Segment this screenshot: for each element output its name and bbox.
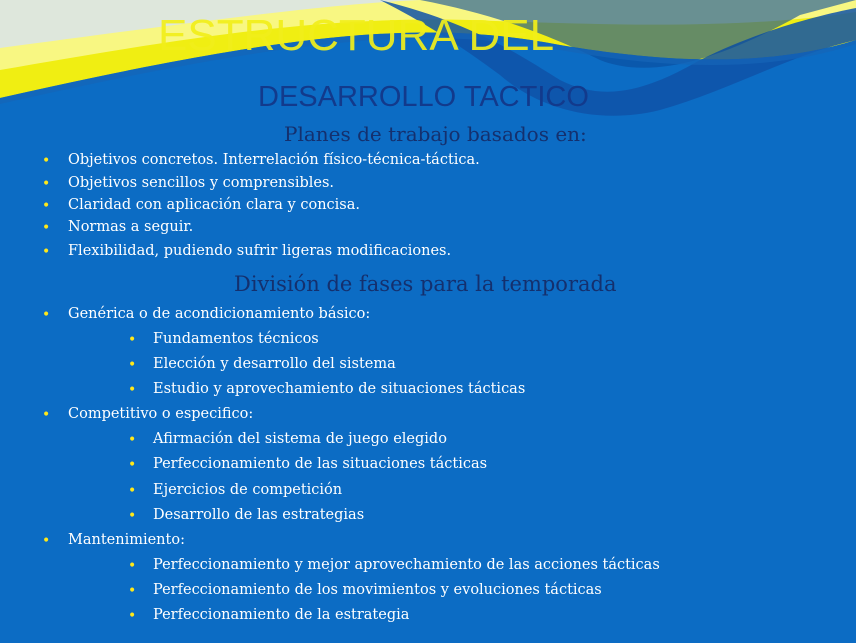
list-item: Perfeccionamiento de la estrategia [153,607,410,623]
list-item: Flexibilidad, pudiendo sufrir ligeras modificaciones. [68,243,452,259]
section-heading-planes: Planes de trabajo basados en: [284,122,587,146]
bullet-icon: • [128,483,137,499]
bullet-icon: • [128,558,137,574]
bullet-icon: • [42,307,51,323]
phase-label: Genérica o de acondicionamiento básico: [68,306,371,322]
list-item: Ejercicios de competición [153,482,343,498]
phase-label: Mantenimiento: [68,532,185,548]
list-item: Afirmación del sistema de juego elegido [153,431,447,447]
list-item: Estudio y aprovechamiento de situaciones tácticas [153,381,526,397]
list-item: Perfeccionamiento de los movimientos y evoluciones tácticas [153,582,602,598]
list-item: Claridad con aplicación clara y concisa. [68,197,360,213]
bullet-icon: • [128,382,137,398]
bullet-icon: • [128,332,137,348]
list-item: Perfeccionamiento y mejor aprovechamiento de las acciones tácticas [153,557,660,573]
bullet-icon: • [128,508,137,524]
phase-label: Competitivo o especifico: [68,406,254,422]
bullet-icon: • [42,153,51,169]
bullet-icon: • [128,457,137,473]
list-item: Perfeccionamiento de las situaciones tácticas [153,456,488,472]
bullet-icon: • [42,220,51,236]
bullet-icon: • [42,407,51,423]
list-item: Normas a seguir. [68,219,194,235]
bullet-icon: • [42,198,51,214]
list-item: Fundamentos técnicos [153,331,319,347]
bullet-icon: • [128,432,137,448]
bullet-icon: • [128,583,137,599]
section-heading-fases: División de fases para la temporada [234,272,617,296]
bullet-icon: • [42,176,51,192]
list-item: Objetivos sencillos y comprensibles. [68,175,335,191]
list-item: Desarrollo de las estrategias [153,507,365,523]
slide-title: ESTRUCTURA DEL [158,11,555,60]
list-item: Objetivos concretos. Interrelación físico-técnica-táctica. [68,152,480,168]
list-item: Elección y desarrollo del sistema [153,356,396,372]
bullet-icon: • [42,244,51,260]
bullet-icon: • [128,608,137,624]
bullet-icon: • [128,357,137,373]
bullet-icon: • [42,533,51,549]
slide-subtitle: DESARROLLO TACTICO [258,81,589,113]
